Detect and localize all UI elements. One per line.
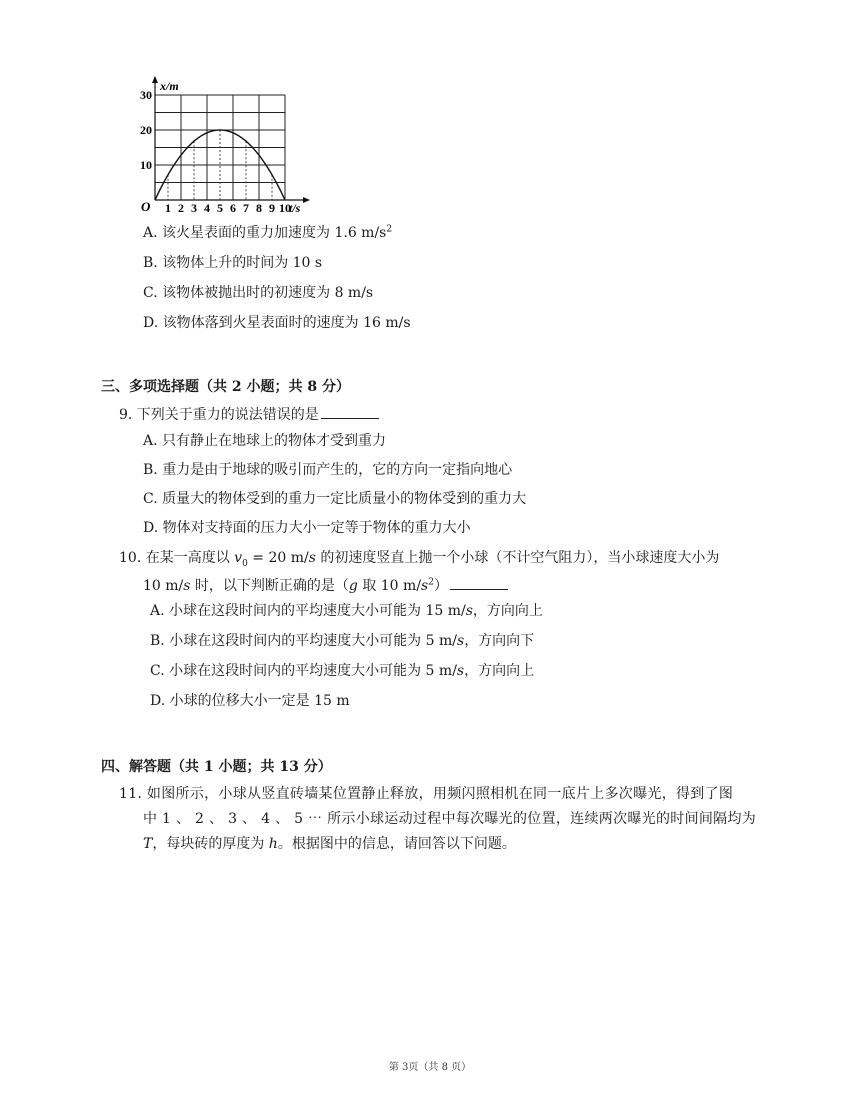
x-tick-label: 4 bbox=[204, 201, 210, 215]
q9-option-c: C. 质量大的物体受到的重力一定比质量小的物体受到的重力大 bbox=[143, 491, 527, 507]
y-tick-label: 30 bbox=[140, 88, 152, 102]
q9-stem bbox=[119, 404, 379, 424]
x-tick-label: 2 bbox=[178, 201, 184, 215]
q10-option-c-direction: ，方向向上 bbox=[464, 663, 535, 679]
y-tick-label: 10 bbox=[140, 158, 152, 172]
origin-label: O bbox=[141, 199, 151, 214]
position-time-graph bbox=[136, 74, 316, 216]
q10-line2-exponent: 2 bbox=[428, 577, 434, 588]
q10-stem-line-1 bbox=[119, 547, 719, 569]
q9-option-b: B. 重力是由于地球的吸引而产生的，它的方向一定指向地心 bbox=[143, 462, 513, 478]
q11-line-3 bbox=[143, 833, 516, 853]
q11-h-symbol: h bbox=[268, 836, 278, 852]
q9-answer-blank bbox=[321, 406, 379, 419]
q10-option-b-unit: s bbox=[457, 633, 465, 649]
x-tick-label: 7 bbox=[243, 201, 249, 215]
q8-option-d: D. 该物体落到火星表面时的速度为 16 m/s bbox=[143, 315, 411, 331]
q10-option-a bbox=[150, 600, 543, 620]
q10-line2-text-1: 10 m/ bbox=[143, 578, 184, 594]
q9-option-d: D. 物体对支持面的压力大小一定等于物体的重力大小 bbox=[143, 520, 471, 536]
section-3-title: 三、多项选择题（共 2 小题；共 8 分） bbox=[101, 379, 350, 395]
q8-option-c: C. 该物体被抛出时的初速度为 8 m/s bbox=[143, 285, 374, 301]
q10-g-symbol: g bbox=[348, 578, 358, 594]
q10-option-b-direction: ，方向向下 bbox=[464, 633, 535, 649]
q10-option-a-text: A. 小球在这段时间内的平均速度大小可能为 15 m/ bbox=[150, 603, 466, 619]
q10-option-b-text: B. 小球在这段时间内的平均速度大小可能为 5 m/ bbox=[150, 633, 457, 649]
q10-line2-unit-s2: s bbox=[421, 578, 429, 594]
q11-line3-text-2: 。根据图中的信息，请回答以下问题。 bbox=[277, 836, 516, 852]
q10-stem-text-3: 的初速度竖直上抛一个小球（不计空气阻力），当小球速度大小为 bbox=[315, 550, 720, 566]
q10-line2-unit-s: s bbox=[183, 578, 191, 594]
x-tick-label: 9 bbox=[269, 201, 275, 215]
q10-answer-blank bbox=[450, 577, 508, 590]
y-tick-label: 20 bbox=[140, 123, 152, 137]
x-axis-label: t/s bbox=[289, 201, 301, 215]
q10-option-c-text: C. 小球在这段时间内的平均速度大小可能为 5 m/ bbox=[150, 663, 457, 679]
q10-option-b bbox=[150, 630, 534, 650]
q11-line-1: 11. 如图所示，小球从竖直砖墙某位置静止释放，用频闪照相机在同一底片上多次曝光，得到了图 bbox=[119, 786, 734, 802]
q9-option-a: A. 只有静止在地球上的物体才受到重力 bbox=[143, 433, 387, 449]
q9-stem-text: 9. 下列关于重力的说法错误的是 bbox=[119, 407, 319, 423]
q8-option-a-text: A. 该火星表面的重力加速度为 1.6 m/s bbox=[143, 225, 387, 241]
x-tick-label: 1 bbox=[165, 201, 171, 215]
q10-option-a-unit: s bbox=[465, 603, 473, 619]
x-tick-label: 6 bbox=[230, 201, 236, 215]
q8-option-b: B. 该物体上升的时间为 10 s bbox=[143, 255, 323, 271]
y-axis-label: x/m bbox=[160, 79, 179, 93]
q11-T-symbol: T bbox=[143, 836, 153, 852]
q10-stem-text-1: 10. 在某一高度以 bbox=[119, 550, 235, 566]
q10-stem-line-2 bbox=[143, 575, 508, 595]
x-tick-label: 10 bbox=[279, 201, 291, 215]
y-axis-arrow bbox=[152, 76, 158, 83]
x-tick-label: 5 bbox=[217, 201, 223, 215]
x-tick-label: 8 bbox=[256, 201, 262, 215]
q11-line-2: 中 1 、 2 、 3 、 4 、 5 ⋯ 所示小球运动过程中每次曝光的位置，连续两次曝光的时间间隔均为 bbox=[143, 811, 757, 827]
q11-line3-text-1: ，每块砖的厚度为 bbox=[152, 836, 269, 852]
q8-option-a-exponent: 2 bbox=[386, 224, 393, 235]
page-footer: 第 3页（共 8 页） bbox=[388, 1062, 472, 1073]
q10-line2-text-4: ） bbox=[433, 578, 448, 594]
q10-v0-symbol: v bbox=[234, 550, 243, 566]
q10-unit-s: s bbox=[308, 550, 316, 566]
q10-stem-text-2: = 20 m/ bbox=[247, 550, 309, 566]
tick-labels bbox=[140, 88, 291, 215]
q10-line2-text-3: 取 10 m/ bbox=[357, 578, 422, 594]
x-tick-label: 3 bbox=[191, 201, 197, 215]
q10-option-c bbox=[150, 660, 534, 680]
q10-v0-subscript: 0 bbox=[242, 558, 248, 569]
q10-line2-text-2: 时，以下判断正确的是（ bbox=[190, 578, 349, 594]
q10-option-a-direction: ，方向向上 bbox=[472, 603, 543, 619]
q8-option-a bbox=[143, 222, 392, 242]
q10-option-d: D. 小球的位移大小一定是 15 m bbox=[150, 693, 350, 709]
q10-option-c-unit: s bbox=[456, 663, 465, 679]
section-4-title: 四、解答题（共 1 小题；共 13 分） bbox=[101, 759, 332, 775]
x-axis-arrow bbox=[303, 197, 310, 203]
